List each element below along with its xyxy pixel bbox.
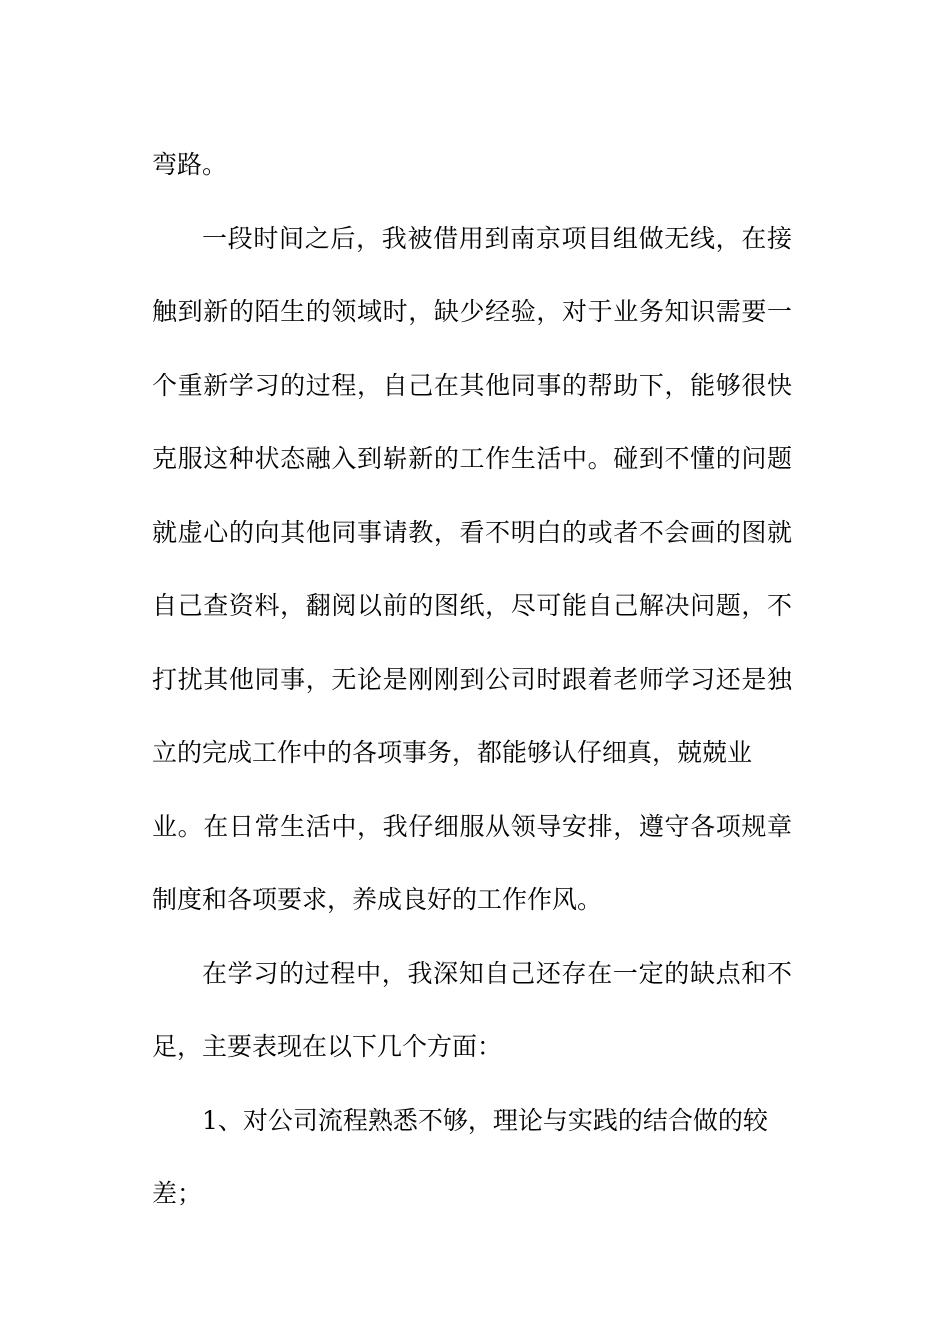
text-line: 就虚心的向其他同事请教，看不明白的或者不会画的图就 [152, 517, 792, 547]
text-line: 自己查资料，翻阅以前的图纸，尽可能自己解决问题，不 [152, 591, 792, 620]
paragraph-first-line: 在学习的过程中，我深知自己还存在一定的缺点和不 [202, 958, 792, 988]
text-line: 立的完成工作中的各项事务，都能够认仔细真，兢兢业 [152, 738, 753, 767]
list-item-first-line: 1、对公司流程熟悉不够，理论与实践的结合做的较 [202, 1105, 768, 1135]
text-line: 克服这种状态融入到崭新的工作生活中。碰到不懂的问题 [152, 444, 792, 473]
text-line: 打扰其他同事，无论是刚刚到公司时跟着老师学习还是独 [152, 664, 792, 694]
text-line: 个重新学习的过程，自己在其他同事的帮助下，能够很快 [152, 370, 792, 400]
text-line: 足，主要表现在以下几个方面： [152, 1032, 503, 1061]
text-line: 制度和各项要求，养成良好的工作作风。 [152, 885, 603, 914]
text-line: 弯路。 [152, 150, 228, 179]
text-line: 触到新的陌生的领域时，缺少经验，对于业务知识需要一 [152, 297, 792, 326]
text-line: 差； [152, 1179, 203, 1208]
document-body [152, 128, 792, 1231]
paragraph-first-line: 一段时间之后，我被借用到南京项目组做无线，在接 [202, 223, 792, 253]
text-line: 业。在日常生活中，我仔细服从领导安排，遵守各项规章 [152, 811, 792, 841]
